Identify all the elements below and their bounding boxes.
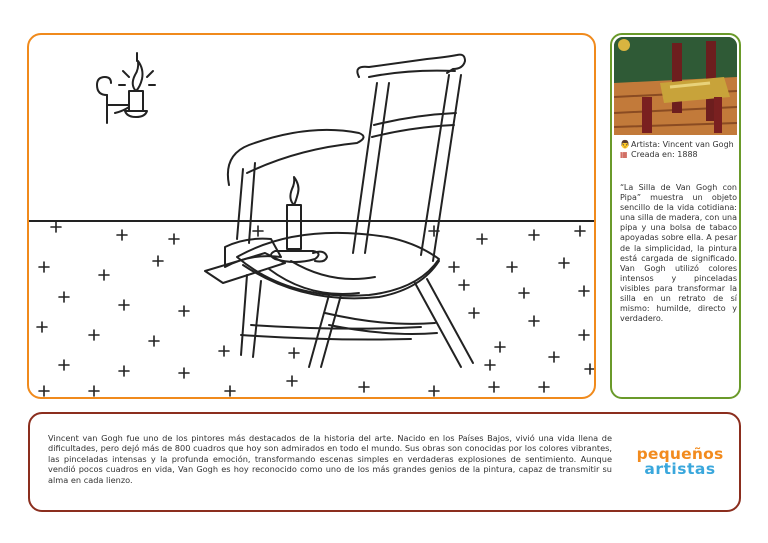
- date-row: [620, 150, 736, 160]
- artist-row: [620, 140, 736, 150]
- bio-text: Vincent van Gogh fue uno de los pintores más destacados de la historia del arte. Nacido en los Países Bajos, vivió una vida llena de dificultades, pero dejó más de 800 cuadros que hoy son admirados en todo el mundo. Sus obras son conocidas por los colores vibrantes, las pinceladas intensas y la profunda emoción, transformando escenas simples en verdaderas explosiones de sentimiento. Aunque vendió pocos cuadros en vida, Van Gogh es hoy reconocido como uno de los más grandes genios de la pintura, capaz de transmitir su alma en cada lienzo.: [48, 433, 612, 485]
- chair: [228, 55, 473, 367]
- artist-line: Artista: Vincent van Gogh: [631, 140, 734, 149]
- artist-emoji-icon: 👨: [620, 140, 630, 149]
- artwork-meta: [620, 140, 736, 160]
- floor-crosses: [37, 222, 595, 396]
- artwork-description: “La Silla de Van Gogh con Pipa” muestra un objeto sencillo de la vida cotidiana: una silla de madera, con una pipa y una bolsa de tabaco apoyadas sobre ella. A pesar de la simplicidad, la pintura está cargada de significado. Van Gogh utilizó colores intensos y pinceladas visibles para transformar la silla en un retrato de sí mismo: humilde, directo y verdadero.: [620, 183, 737, 324]
- logo-line-1: pequeños: [636, 445, 724, 463]
- artwork-info-panel: [610, 33, 741, 399]
- pipe-and-tobacco: [205, 239, 285, 283]
- chair-coloring-drawing: [29, 35, 596, 399]
- seat-candle: [271, 177, 327, 262]
- wall-sconce: [97, 53, 155, 123]
- brand-logo: [630, 447, 730, 477]
- painting-thumbnail: [614, 37, 737, 135]
- date-line: Creada en: 1888: [631, 150, 698, 159]
- bio-panel: [28, 412, 741, 512]
- logo-line-2: artistas: [644, 460, 716, 478]
- coloring-panel: [27, 33, 596, 399]
- calendar-icon: ▦: [620, 150, 628, 159]
